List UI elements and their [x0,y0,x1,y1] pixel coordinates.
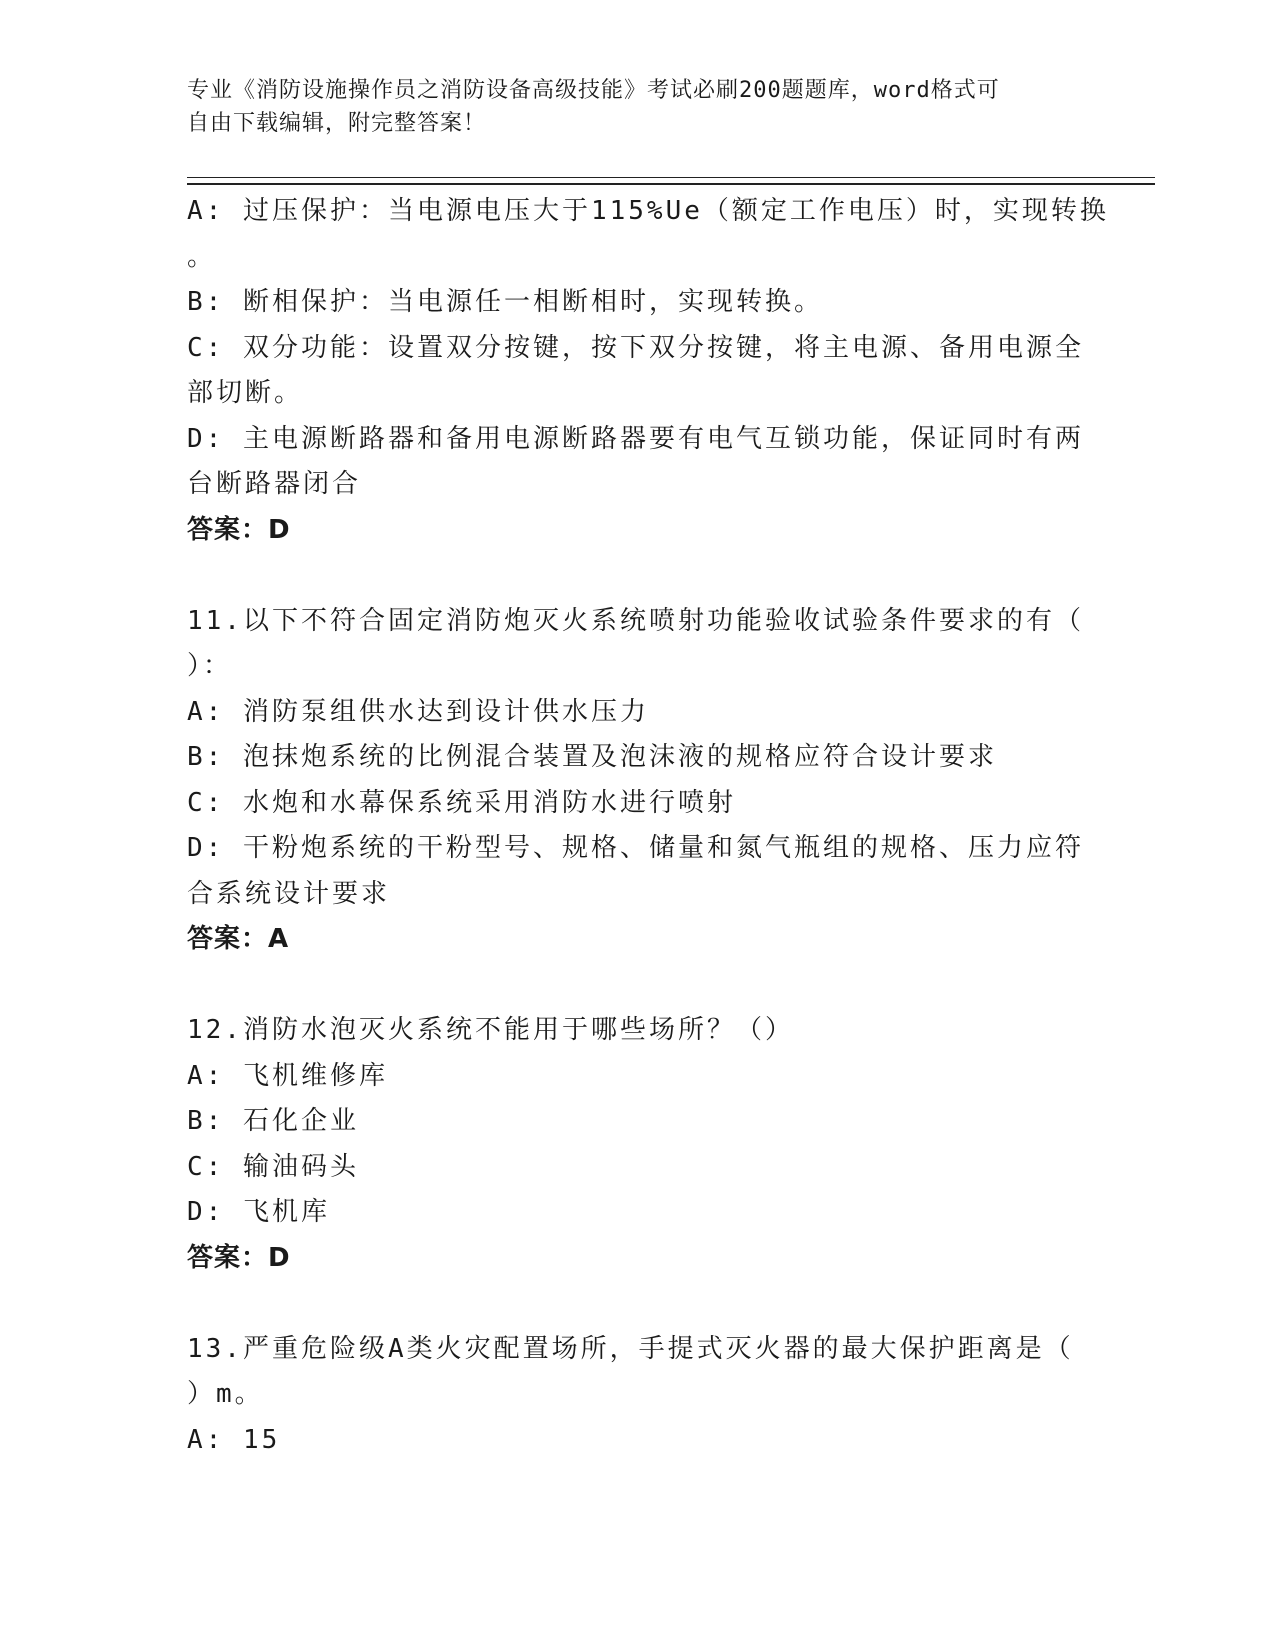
option-b: B: 断相保护：当电源任一相断相时，实现转换。 [187,287,823,317]
option-a-line-1: A: 过压保护：当电源电压大于115%Ue（额定工作电压）时，实现转换 [187,196,1109,226]
option-a-line-2: 。 [187,241,217,272]
question-13-stem-line-2: ）m。 [187,1379,264,1409]
header-line-2: 自由下载编辑，附完整答案！ [187,111,487,136]
option-c-line-1: C: 双分功能：设置双分按键，按下双分按键，将主电源、备用电源全 [187,332,1084,363]
option-d-line-2: 台断路器闭合 [187,469,362,499]
option-c: C: 输油码头 [187,1151,359,1182]
answer-10: 答案：D [187,514,291,545]
document-header [187,74,1077,140]
header-line-1: 专业《消防设施操作员之消防设备高级技能》考试必刷200题题库，word格式可 [187,78,1000,103]
option-b: B: 石化企业 [187,1106,359,1136]
option-d-line-1: D: 干粉炮系统的干粉型号、规格、储量和氮气瓶组的规格、压力应符 [187,833,1084,863]
option-c: C: 水炮和水幕保系统采用消防水进行喷射 [187,787,736,818]
answer-11: 答案：A [187,924,290,954]
spacer [187,963,1087,1009]
option-c-line-2: 部切断。 [187,378,304,408]
header-divider [187,177,1155,185]
option-a: A: 15 [187,1424,281,1455]
question-13 [187,1327,1087,1464]
question-12-stem: 12.消防水泡灭火系统不能用于哪些场所？（） [187,1015,794,1045]
spacer [187,1281,1087,1327]
spacer [187,553,1087,599]
option-d: D: 飞机库 [187,1197,330,1227]
option-a: A: 消防泵组供水达到设计供水压力 [187,696,649,727]
option-d-line-2: 合系统设计要求 [187,878,391,909]
option-d-line-1: D: 主电源断路器和备用电源断路器要有电气互锁功能，保证同时有两 [187,423,1084,454]
option-b: B: 泡抹炮系统的比例混合装置及泡沫液的规格应符合设计要求 [187,742,997,772]
question-11 [187,599,1087,963]
question-content [187,189,1109,1463]
question-11-stem-line-1: 11.以下不符合固定消防炮灭火系统喷射功能验收试验条件要求的有（ [187,605,1084,636]
question-10-options [187,189,1109,553]
question-12 [187,1008,1087,1281]
question-13-stem-line-1: 13.严重危险级A类火灾配置场所，手提式灭火器的最大保护距离是（ [187,1333,1074,1364]
option-a: A: 飞机维修库 [187,1060,388,1091]
answer-12: 答案：D [187,1242,291,1273]
question-11-stem-line-2: ）： [187,651,233,681]
